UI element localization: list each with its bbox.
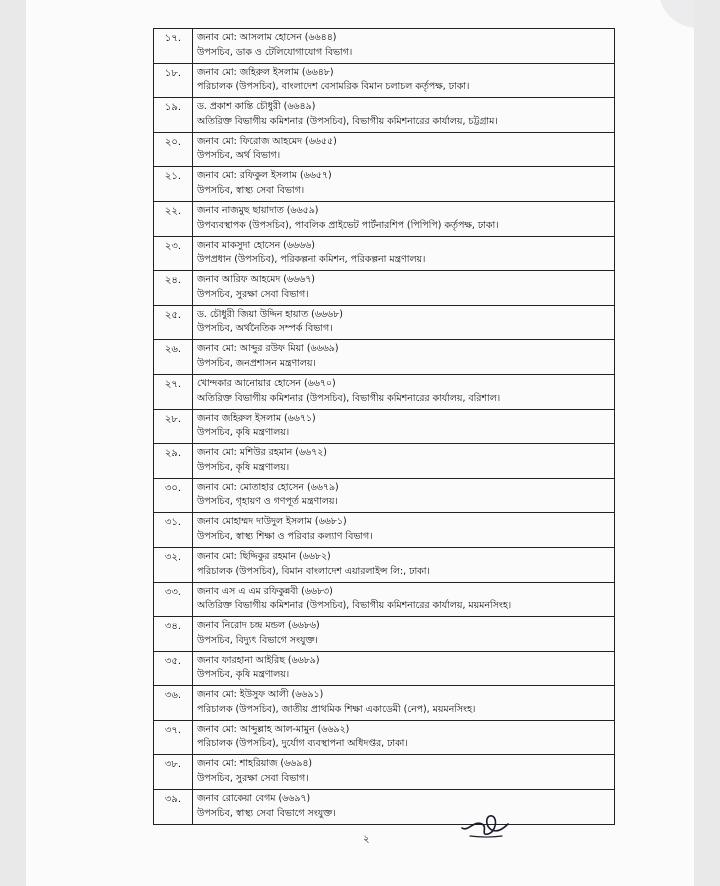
serial-number: ২৯.	[154, 444, 193, 478]
officer-name: জনাব নিরোদ চন্দ্র মন্ডল (৬৬৮৬)	[197, 620, 320, 632]
officer-designation: উপসচিব, বিদ্যুৎ বিভাগে সংযুক্ত।	[197, 634, 318, 646]
serial-number: ৩৮.	[154, 755, 193, 789]
officer-cell	[193, 375, 614, 409]
table-row	[154, 271, 614, 306]
serial-number: ২৬.	[154, 340, 193, 374]
officer-designation: পরিচালক (উপসচিব), দুর্যোগ ব্যবস্থাপনা অধিদপ্তর, ঢাকা।	[197, 738, 408, 750]
serial-number: ৩১.	[154, 513, 193, 547]
officer-name: খোন্দকার আনোয়ার হোসেন (৬৬৭০)	[197, 377, 336, 389]
officer-name: জনাব মো: মশিউর রহমান (৬৬৭২)	[197, 447, 327, 459]
officer-name: জনাব মো: ছিদ্দিকুর রহমান (৬৬৮২)	[197, 550, 331, 562]
officer-designation: উপব্যবস্থাপক (উপসচিব), পাবলিক প্রাইভেট পার্টনারশিপ (পিপিপি) কর্তৃপক্ষ, ঢাকা।	[197, 219, 499, 231]
table-row	[154, 64, 614, 99]
officer-designation: অতিরিক্ত বিভাগীয় কমিশনার (উপসচিব), বিভাগীয় কমিশনারের কার্যালয়, ময়মনসিংহ।	[197, 600, 512, 612]
officer-name: জনাব মো: আসলাম হোসেন (৬৬৪৪)	[197, 32, 337, 43]
officer-designation: পরিচালক (উপসচিব), বিমান বাংলাদেশ এয়ারলাইন্স লি:, ঢাকা।	[197, 565, 430, 577]
officer-cell	[193, 790, 614, 824]
officer-name: জনাব মো: রফিকুল ইসলাম (৬৬৫৭)	[197, 170, 332, 182]
table-row	[154, 340, 614, 375]
table-row	[154, 444, 614, 479]
table-row	[154, 583, 614, 618]
table-row	[154, 617, 614, 652]
table-row	[154, 306, 614, 341]
document-page	[26, 0, 694, 886]
officer-cell	[193, 686, 614, 720]
officer-designation: পরিচালক (উপসচিব), বাংলাদেশ বেসামরিক বিমান চলাচল কর্তৃপক্ষ, ঢাকা।	[197, 81, 470, 93]
table-row	[154, 790, 614, 825]
table-row	[154, 98, 614, 133]
table-row	[154, 202, 614, 237]
officer-name: জনাব নাজমুছ ছায়াদাত (৬৬৫৯)	[197, 204, 319, 216]
serial-number: ২১.	[154, 167, 193, 201]
table-row	[154, 167, 614, 202]
officer-designation: অতিরিক্ত বিভাগীয় কমিশনার (উপসচিব), বিভাগীয় কমিশনারের কার্যালয়, বরিশাল।	[197, 392, 501, 404]
officer-cell	[193, 98, 614, 132]
officer-cell	[193, 652, 614, 686]
table-row	[154, 29, 614, 64]
officer-name: জনাব এস এ এম রফিকুন্নবী (৬৬৮৩)	[197, 585, 333, 597]
serial-number: ১৮.	[154, 64, 193, 98]
serial-number: ৩৭.	[154, 721, 193, 755]
table-row	[154, 686, 614, 721]
table-row	[154, 479, 614, 514]
officer-name: জনাব মো: মোতাহার হোসেন (৬৬৭৯)	[197, 481, 339, 493]
officer-designation: পরিচালক (উপসচিব), জাতীয় প্রাথমিক শিক্ষা একাডেমী (নেপ), ময়মনসিংহ।	[197, 703, 476, 715]
officer-name: জনাব মাকসুদা হোসেন (৬৬৬৬)	[197, 239, 315, 251]
officer-cell	[193, 167, 614, 201]
officer-cell	[193, 721, 614, 755]
officer-cell	[193, 617, 614, 651]
serial-number: ৩২.	[154, 548, 193, 582]
officer-name: জনাব মো: আব্দুর রউফ মিয়া (৬৬৬৯)	[197, 343, 339, 355]
serial-number: ১৭.	[154, 29, 193, 63]
officer-name: ড. চৌধুরী জিয়া উদ্দিন হায়াত (৬৬৬৮)	[197, 308, 343, 320]
officer-name: জনাব মো: আব্দুল্লাহ আল-মামুন (৬৬৯২)	[197, 723, 350, 735]
officer-cell	[193, 513, 614, 547]
officer-designation: উপসচিব, স্বাস্থ্য সেবা বিভাগ।	[197, 184, 305, 196]
officer-name: জনাব রোকেয়া বেগম (৬৬৯৭)	[197, 793, 311, 805]
table-row	[154, 755, 614, 790]
officer-designation: উপসচিব, কৃষি মন্ত্রণালয়।	[197, 669, 290, 681]
officer-designation: উপসচিব, স্বাস্থ্য সেবা বিভাগে সংযুক্ত।	[197, 807, 336, 819]
officer-designation: উপসচিব, ডাক ও টেলিযোগাযোগ বিভাগ।	[197, 46, 353, 58]
serial-number: ২৫.	[154, 306, 193, 340]
officer-designation: উপসচিব, গৃহায়ণ ও গণপূর্ত মন্ত্রণালয়।	[197, 496, 338, 508]
serial-number: ৩৬.	[154, 686, 193, 720]
table-row	[154, 375, 614, 410]
page-corner-shadow	[638, 0, 694, 28]
officer-cell	[193, 340, 614, 374]
officer-name: জনাব ফারহানা আইরিছ (৬৬৮৯)	[197, 654, 320, 666]
officer-cell	[193, 237, 614, 271]
table-row	[154, 410, 614, 445]
officer-name: জনাব মো: শাহরিয়াজ (৬৬৯৪)	[197, 758, 313, 770]
serial-number: ৩৩.	[154, 583, 193, 617]
serial-number: ৩৯.	[154, 790, 193, 824]
officer-designation: উপসচিব, সুরক্ষা সেবা বিভাগ।	[197, 773, 309, 785]
serial-number: ২০.	[154, 133, 193, 167]
table-row	[154, 133, 614, 168]
officer-cell	[193, 479, 614, 513]
officer-cell	[193, 583, 614, 617]
table-row	[154, 721, 614, 756]
signature	[458, 806, 510, 842]
serial-number: ১৯.	[154, 98, 193, 132]
officer-cell	[193, 202, 614, 236]
officer-name: জনাব মো: জহিরুল ইসলাম (৬৬৪৮)	[197, 66, 334, 78]
officer-designation: উপসচিব, কৃষি মন্ত্রণালয়।	[197, 461, 290, 473]
serial-number: ২২.	[154, 202, 193, 236]
officer-cell	[193, 64, 614, 98]
serial-number: ৩৫.	[154, 652, 193, 686]
officer-name: জনাব মো: ইউসুফ আলী (৬৬৯১)	[197, 689, 324, 701]
officer-table	[153, 28, 615, 825]
page-number: ২	[363, 834, 370, 845]
table-row	[154, 237, 614, 272]
officer-name: জনাব মোহাম্মদ দাউদুল ইসলাম (৬৬৮১)	[197, 516, 347, 528]
officer-cell	[193, 410, 614, 444]
table-row	[154, 548, 614, 583]
officer-designation: অতিরিক্ত বিভাগীয় কমিশনার (উপসচিব), বিভাগীয় কমিশনারের কার্যালয়, চট্টগ্রাম।	[197, 115, 498, 127]
officer-name: জনাব মো: ফিরোজ আহমেদ (৬৬৫৫)	[197, 135, 337, 147]
serial-number: ৩৪.	[154, 617, 193, 651]
officer-name: জনাব আরিফ আহমেদ (৬৬৬৭)	[197, 274, 315, 286]
table-row	[154, 513, 614, 548]
officer-cell	[193, 133, 614, 167]
officer-cell	[193, 271, 614, 305]
serial-number: ২৩.	[154, 237, 193, 271]
officer-designation: উপসচিব, অর্থনৈতিক সম্পর্ক বিভাগ।	[197, 323, 333, 335]
serial-number: ২৭.	[154, 375, 193, 409]
officer-name: ড. প্রকাশ কান্তি চৌধুরী (৬৬৪৯)	[197, 101, 316, 113]
officer-cell	[193, 29, 614, 63]
officer-designation: উপসচিব, কৃষি মন্ত্রণালয়।	[197, 427, 290, 439]
officer-name: জনাব জহিরুল ইসলাম (৬৬৭১)	[197, 412, 316, 424]
officer-cell	[193, 548, 614, 582]
table-row	[154, 652, 614, 687]
officer-cell	[193, 444, 614, 478]
officer-designation: উপপ্রধান (উপসচিব), পরিকল্পনা কমিশন, পরিকল্পনা মন্ত্রণালয়।	[197, 254, 426, 266]
serial-number: ৩০.	[154, 479, 193, 513]
officer-cell	[193, 755, 614, 789]
serial-number: ২৪.	[154, 271, 193, 305]
officer-designation: উপসচিব, সুরক্ষা সেবা বিভাগ।	[197, 288, 309, 300]
officer-designation: উপসচিব, স্বাস্থ্য শিক্ষা ও পরিবার কল্যাণ বিভাগ।	[197, 530, 373, 542]
officer-designation: উপসচিব, অর্থ বিভাগ।	[197, 150, 281, 162]
serial-number: ২৮.	[154, 410, 193, 444]
officer-designation: উপসচিব, জনপ্রশাসন মন্ত্রণালয়।	[197, 357, 316, 369]
officer-cell	[193, 306, 614, 340]
